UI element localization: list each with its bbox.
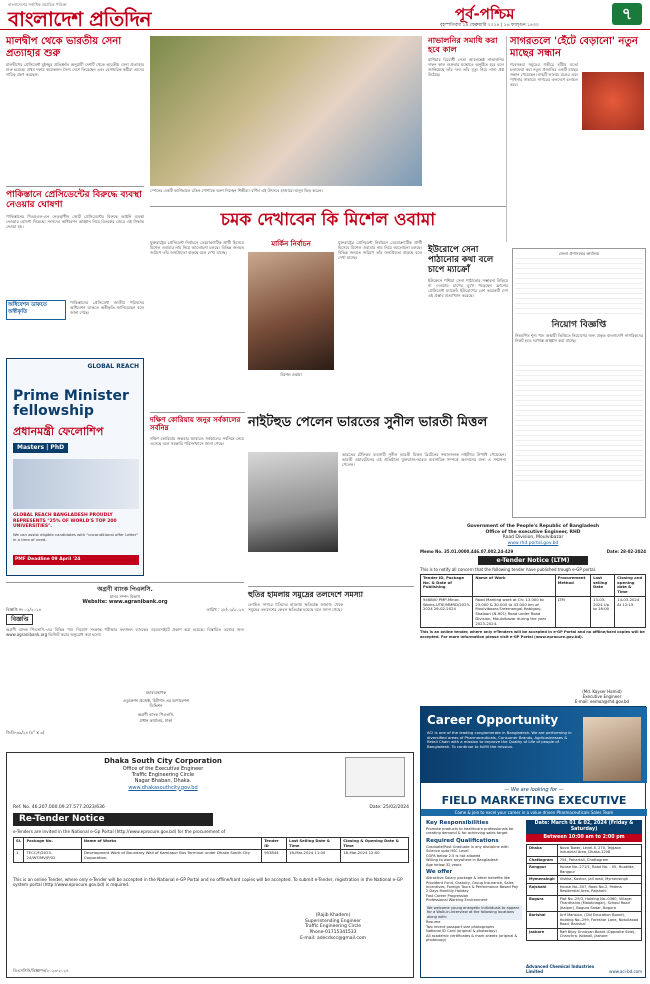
obama-tag: মার্কিন নির্বাচন [271,240,311,248]
rhd-col: Last selling Date [591,575,615,597]
doc-item: Resume [426,920,441,925]
rhd-title: e-Tender Notice (LTM) [478,556,588,566]
michelle-obama-photo [248,252,334,370]
offer-item: Professional Working Environment [426,898,488,903]
fish-headline: সাগরতলে 'হেঁটে বেড়ানো' নতুন মাছের সন্ধান [510,36,638,59]
korea-story [150,416,244,586]
location-city: Rangpur [527,864,558,876]
offer-item: Fast Career Progression [426,893,469,898]
photo-caption: স্পেনের একটি কার্নিভালে রঙিন পোশাকে অংশ নিচ্ছেন শিল্পীরা। বর্ণিল এই উৎসবে হাজারো মানুষ ভিড় করেন। [150,188,323,193]
location-address: House No.-271/1, Road No. - 05, Huaelda, Rangpur [557,864,641,876]
agrani-date: তারিখ : ২৮/০২/২০২৪ [206,606,244,612]
houthi-body: লোহিত সাগরে হুতিদের হামলায় ক্ষতিগ্রস্ত জাহাজ থেকে সমুদ্রের তলদেশের কেবল ক্ষতিগ্রস্ত হয়েছে বলে জানা গেছে। [248,602,343,612]
location-address: Rafi Bijoy Unnayan Board (Opposite Side), Chanchra, Kotwali, Jashore [557,928,641,940]
dscc-cell: 18-Mar-2024 12:00 [341,850,409,862]
resp-item: Promote products to healthcare professionals for creating demand & for achieving sales target [426,826,514,836]
rhd-tender [420,524,646,704]
table-row [421,596,646,627]
maldives-body: মালদ্বীপের প্রেসিডেন্ট মুইজ্জুর প্রতিশ্রুতি অনুযায়ী দেশটি থেকে ভারতীয় সেনা প্রত্যাহার শুরু হয়েছে। প্রথম দফায় কয়েকজন সৈন্য দেশে ফিরেছেন এবং বেসামরিক কর্মীরা তাদের দায়িত্ব গ্রহণ করছেন। [6,62,144,77]
rhd-gov: Government of the People's Republic of Bangladesh [466,524,600,529]
session-box [6,300,66,320]
rhd-signer: (Md. Kayser Hamid) [582,689,622,694]
location-address: House No.-307, Road No-2, Padma Residential Area, Rajshahi [557,883,641,895]
district-table [515,258,643,318]
career-details [426,820,522,976]
divider [6,582,244,583]
fish-photo [582,72,644,130]
dscc-intro: e-Tenders are invited in the National e-Gp Portal (http://www.eprocure.gov.bd) for the procurement of [13,829,226,834]
position-title: FIELD MARKETING EXECUTIVE [441,794,627,807]
offer-title: We offer [426,869,453,876]
session-body: পাকিস্তানের প্রেসিডেন্ট জাতীয় পরিষদের অধিবেশন ডাকতে অস্বীকৃতি জানিয়েছেন বলে জানা গেছে। [70,300,144,315]
dscc-name: Dhaka South City Corporation [104,757,222,765]
mittal-body: ভারতের টেলিকম ব্যবসায়ী সুনীল ভারতী মিত্তল ব্রিটেনের সম্মানজনক নাইটহুড উপাধি পেয়েছেন। ভারতী এয়ারটেলের এই প্রতিষ্ঠাতা যুক্তরাজ্য-ভারত ব্যবসায়িক সম্পর্কে অবদানের জন্য এ সম্মাননা পেলেন। [342,452,506,467]
masthead-tagline: বাংলাদেশের সর্বাধিক প্রচারিত পত্রিকা [8,2,67,7]
mittal-story [248,416,506,431]
sunil-mittal-photo [248,452,338,552]
maldives-headline: মালদ্বীপ থেকে ভারতীয় সেনা প্রত্যাহার শুরু [6,36,122,59]
divider [150,412,245,413]
obama-story [150,210,506,231]
rhd-cell: 946800 PMP-Minor-Works-UTIE/MMRD/2023-2024 26-02-2024 [421,596,473,627]
district-recruitment-ad [512,248,646,518]
rhd-url[interactable]: www.rhd.portal.gov.bd [507,540,559,546]
agrani-signature-block [6,690,244,745]
navalny-headline: নাভালনির সমাধি করা হবে কাল [428,35,498,55]
fellowship-note: GLOBAL REACH BANGLADESH PROUDLY REPRESENTS "25% OF WORLD'S TOP 200 UNIVERSITIES". [13,513,117,530]
locations-table [526,844,642,941]
dscc-col: Closing & Opening Date & Time [341,838,409,850]
location-address: Plot No.-29/3, Holding No.-0360, Village: Thanthania (Malotinagar), School Road (Kalper), Bogura Sadar, Bogura [557,895,641,911]
fish-story [510,36,644,232]
agrani-ref: বিজ্ঞপ্তি নং ০২/২০২৪ [6,606,42,612]
macron-story [428,246,508,428]
rhd-col: Procurement Method [555,575,590,597]
location-row [527,876,642,883]
rhd-date: Date: 28-02-2024 [606,548,646,554]
dscc-col: Last Selling Date & Time [287,838,341,850]
agrani-name: অগ্রণী ব্যাংক পিএলসি. [97,586,153,593]
dscc-circle: Traffic Engineering Circle [131,772,195,778]
qual-item: Willing to work anywhere in Bangladesh [426,858,499,863]
dscc-col: Name of Works [81,838,261,850]
walkin-note: We welcome young energetic individuals to appear for a Walk-In-Interview at the following locations along with: [426,905,522,920]
fellowship-title-bn: প্রধানমন্ত্রী ফেলোশিপ [13,425,104,438]
agrani-dept: মানব সম্পদ বিভাগ [109,593,141,599]
dscc-address: Nagar Bhaban, Dhaka. [134,778,192,785]
doc-item: National ID Card (original & photocopy) [426,929,497,934]
fish-body: গবেষকরা সমুদ্রের গভীরে হাঁটার মতো চলাফেরা করা নতুন প্রজাতির একটি মাছের সন্ধান পেয়েছেন। মাছটি লালচে রঙের এবং পাখনার সাহায্যে সাগরের তলদেশে চলাচল করে। [510,62,578,87]
dscc-title: Re-Tender Notice [13,813,213,826]
rhd-office: Office of the executive Engineer, RHD [485,529,581,535]
agrani-website: Website: www.agranibank.org [82,598,168,605]
dscc-email: E-mail: adecdscc@gmail.com [299,935,367,941]
career-body: ACI is one of the leading conglomerate in Bangladesh. We are performing in diversified areas of Pharmaceuticals, Consumer Brands, Agribusinesses & Retail Chain with a mission to improve the Quality of Life of people of Bangladesh. To continue to fulfill the mission. [427,730,572,750]
pakistan-headline: পাকিস্তানে প্রেসিডেন্টের বিরুদ্ধে ব্যবস্থা নেওয়ার ঘোষণা [6,190,142,211]
dscc-cell: 953844 [262,850,287,862]
dscc-signer-title: Superintending Engineer [305,918,361,924]
district-org: জেলা প্রশাসকের কার্যালয় [558,251,600,256]
location-city: Mymensingh [527,876,558,883]
maldives-story [6,36,144,154]
rhd-cell: 13-03-2024 Up to 16:00 [591,596,615,627]
rhd-footer: This is an online tender, where only e-Tenders will be accepted in e-GP Portal and no offline/hard copies will be accepted. For more information please visit e-GP Portal (www.eprocure.gov.bd). [420,630,645,639]
rhd-col: Closing and opening date & Time [615,575,646,597]
fellowship-title: Prime Minister fellowship [13,388,129,420]
rhd-signer-title: Executive Engineer [582,694,622,699]
location-address: Novo Tower, Level-5, 270, Tejgaon Industrial Area, Dhaka-1208 [557,844,641,856]
houthi-headline: হুতির হামলায় সমুদ্রের তলদেশে সমস্যা [248,590,363,599]
location-city: Dhaka [527,844,558,856]
students-photo [13,459,139,509]
houthi-story [248,590,414,682]
obama-body-right: যুক্তরাষ্ট্রের প্রেসিডেন্ট নির্বাচনে ডেমোক্র্যাটিক প্রার্থী হিসেবে মিশেল ওবামার নাম নিয়ে আলোচনা চলছে। বিভিন্ন জনমত জরিপে তাঁর জনপ্রিয়তা বাড়ছে বলে দেখা যাচ্ছে। [338,240,422,260]
navalny-story [428,36,504,217]
divider [6,186,144,187]
district-vacancy-table [515,365,643,485]
dscc-table [13,837,409,863]
navalny-body: রাশিয়ার বিরোধী নেতা আলেক্সেই নাভালনির দাফন কাল শুক্রবার মস্কোতে অনুষ্ঠিত হবে বলে জানিয়েছে তাঁর দল। তাঁর মৃত্যু নিয়ে নানা প্রশ্ন উঠেছে। [428,57,504,78]
fellowship-sub: We can assist eligible candidates with "unconditional offer Letter" in a time of need. [13,532,139,542]
location-row [527,912,642,928]
degrees-badge: Masters | PhD [13,443,68,453]
location-row [527,856,642,863]
dscc-footer: This is an online Tender, where only e-Tender will be accepted in the National e-GP Portal and no offline/hard copies will be accepted. To submit e-Tender, registration in the National e-GP system portal (http://www.eprocure.gov.bd) is required. [13,877,403,888]
pakistan-story [6,190,144,269]
location-address: 754, Pahartali, Chattogram [557,856,641,863]
dateline: বৃহস্পতিবার ২৯ ফেব্রুয়ারি ২০২৪ | ১৬ ফাল্গুন ১৪৩০ [440,23,539,28]
dscc-col: Tender ID [262,838,287,850]
location-city: Bogura [527,895,558,911]
agrani-footer: জিডি-৩৯/২৪ (৮" x ৩) [6,730,45,735]
location-row [527,864,642,876]
rhd-memo: Memo No. 35.01.0000.446.07.002.24-429 [420,548,514,554]
dscc-logo [345,757,405,797]
date-bar: Date: March 01 & 02, 2024 (Friday & Saturday) [526,820,642,834]
fellowship-deadline: PMF Deadline 09 April '24 [13,555,139,565]
agrani-signer: মহাব্যবস্থাপক [145,690,167,695]
pakistan-body: পাকিস্তানের পিএমএল-এন নেতৃত্বাধীন জোট প্রেসিডেন্টের বিরুদ্ধে আইনি ব্যবস্থা নেওয়ার ঘোষণা দিয়েছে। সংসদের অধিবেশন আহ্বান নিয়ে বিতর্কের জেরে এই সিদ্ধান্ত নেওয়া হয়। [6,213,144,229]
obama-photo-caption: মিশেল ওবামা [280,372,302,377]
rhd-email: E-mail: eemoa@rhd.gov.bd [574,699,630,704]
session-headline: অধিবেশন ডাকতে অস্বীকৃতি [8,302,47,315]
qual-item: CGPA below 2.5 is not allowed [426,853,481,858]
rhd-cell: LTM [555,596,590,627]
macron-body: ইউক্রেনে পশ্চিমা সেনা পাঠানোর সম্ভাবনা উড়িয়ে না দেওয়ায় চাপের মুখে পড়েছেন ফ্রান্সের প্রেসিডেন্ট ম্যাক্রোঁ। ইউরোপের বেশ কয়েকটি দেশ এই প্রস্তাব প্রত্যাখ্যান করেছে। [428,278,508,299]
looking-for: — We are looking for — [504,787,564,793]
agrani-ad [6,586,244,686]
dscc-url[interactable]: www.dhakasouthcity.gov.bd [128,784,198,791]
agrani-title: বিজ্ঞপ্তি [6,614,33,626]
rhd-division: Road Division, Moulvibazar [502,535,564,541]
global-reach-logo: GLOBAL REACH [87,363,139,370]
ngo-address: প্রধান কার্যালয়, ঢাকা [139,718,173,723]
dscc-signer: (Rajib Khadem) [315,913,351,918]
korea-headline: দক্ষিণ কোরিয়ায় জনুর সর্বকালের সর্বনিম্ন [150,415,241,433]
obama-headline: চমক দেখাবেন কি মিশেল ওবামা [220,210,436,230]
dscc-tender [6,752,414,978]
location-city: Barishal [527,912,558,928]
rhd-intro: This is to notify all concern that the following tender have published trough e-GP portal. [420,567,597,572]
aci-website[interactable]: www.aci-bd.com [609,969,642,974]
location-address: Arif Mansion, (Old Education Board), Holding No.-299, Foreshor Lane, Notullabad Road, Barishal [557,912,641,928]
dscc-footer-code: ডিএসসিসি/বিজ্ঞাপন/২০২৩-২০২৪ [13,968,69,973]
career-photo [583,717,641,781]
aci-company: Advanced Chemical Industries Limited [526,964,595,974]
qual-title: Required Qualifications [426,837,499,844]
location-city: Chattogram [527,856,558,863]
rhd-table [420,574,646,628]
location-city: Rajshahi [527,883,558,895]
rhd-cell: 14-03-2024 At 12:15 [615,596,646,627]
location-row [527,844,642,856]
district-body: নিম্নবর্ণিত শূন্য পদে অস্থায়ী ভিত্তিতে নিয়োগের জন্য প্রকৃত বাংলাদেশি নাগরিকদের নিকট হতে দরখাস্ত আহ্বান করা যাচ্ছে। [515,333,643,344]
dscc-cell: Development Work of Boundary Wall of Kamlapur Bus Terminal under Dhaka South City Corporation. [81,850,261,862]
location-row [527,895,642,911]
korea-body: দক্ষিণ কোরিয়ায় জন্মহার আবারও সর্বকালের সর্বনিম্নে নেমে এসেছে বলে সরকারি পরিসংখ্যানে জানা গেছে। [150,435,244,446]
time-bar: Between 10:00 am to 2:00 pm [526,834,642,842]
dscc-signer-office: Traffic Engineering Circle [304,924,362,930]
dscc-phone: Phone-01715341533 [309,929,357,935]
offer-item: 2 Days Monthly Holiday [426,889,469,894]
agrani-body: অগ্রণী ব্যাংক পিএলসি.-এর বিভিন্ন পদে নিয়োগ সংক্রান্ত পরীক্ষার ফলাফল ব্যাংকের ওয়েবসাইটে প্রকাশ করা হয়েছে। বিস্তারিত তথ্যের জন্য www.agranibank.org ভিজিট করার অনুরোধ করা হলো। [6,627,244,638]
fellowship-ad [6,358,144,576]
doc-item: All academic certificates & mark sheets (original & photocopy) [426,933,518,943]
section-title: পূর্ব-পশ্চিম [455,5,515,23]
dscc-cell: 18-Mar-2024 11:00 [287,850,341,862]
carnival-photo [150,36,422,186]
macron-headline: ইউরোপে সেনা পাঠানোর কথা বলে চাপে ম্যাক্রোঁ [428,245,494,275]
rhd-cell: Road Marking work at Ch: 13.000 to 23.000 & 30.000 to 43.000 km of Moulvibazar-Sreemangal-Habiganj-Shaibari (N-901) Road under Road Division, Moulvibazar during the year 2023-2024. [473,596,555,627]
qual-item: Age below 32 years [426,862,462,867]
district-title: নিয়োগ বিজ্ঞপ্তি [551,320,607,330]
dscc-col: Package No. [24,838,81,850]
table-row [14,850,409,862]
dscc-cell: 1. [14,850,24,862]
obama-body-left: যুক্তরাষ্ট্রের প্রেসিডেন্ট নির্বাচনে ডেমোক্র্যাটিক প্রার্থী হিসেবে মিশেল ওবামার নাম নিয়ে আলোচনা চলছে। বিভিন্ন জনমত জরিপে তাঁর জনপ্রিয়তা বাড়ছে বলে দেখা যাচ্ছে। [150,240,244,255]
location-address: Vishka, Kashor, Jail road, Mymensingh [557,876,641,883]
dscc-date: Date: 25/02/2024 [369,805,409,810]
ngo-org: অগ্রণী ব্যাংক পিএলসি. [137,712,175,717]
dscc-col: Sl. [14,838,24,850]
newspaper-logo: বাংলাদেশ প্রতিদিন [8,7,151,31]
rhd-col: Tender ID, Package No. & Date of Publishing [421,575,473,597]
divider [248,586,414,587]
divider [150,206,506,207]
qual-item: Graduate/Post Graduate in any discipline with Science upto HSC Level [426,844,509,854]
location-row [527,928,642,940]
doc-item: Two recent passport size photographs [426,924,495,929]
page-number: ৭ [612,3,642,25]
location-row [527,883,642,895]
career-locations [526,820,642,976]
ngo-title: এডুকেশন প্রজেক্ট, চিটাগাং এর অপারেশন্স ডিভিশন [122,698,190,708]
offer-item: Attractive Salary package & other benefits like Provident Fund, Gratuity, Group Insurance, Sales Incentives, Foreign Tours & Performance Based Pay [426,876,519,889]
mittal-headline: নাইটহুড পেলেন ভারতের সুনীল ভারতী মিত্তল [248,415,488,430]
divider [506,36,507,242]
resp-title: Key Responsibilities [426,820,489,826]
location-city: Jashore [527,928,558,940]
career-tagline: Come & join to excel your career in a value driven Pharmaceuticals Sales Team [421,809,647,816]
dscc-ref: Ref. No. 46.207.000.09.27.577.2023/636 [13,805,105,810]
career-title: Career Opportunity [427,713,559,727]
rhd-col: Name of Work [473,575,555,597]
dscc-cell: TECC/F/2023-24/WT/MV/P/02 [24,850,81,862]
dscc-office: Office of the Executive Engineer [122,765,204,772]
